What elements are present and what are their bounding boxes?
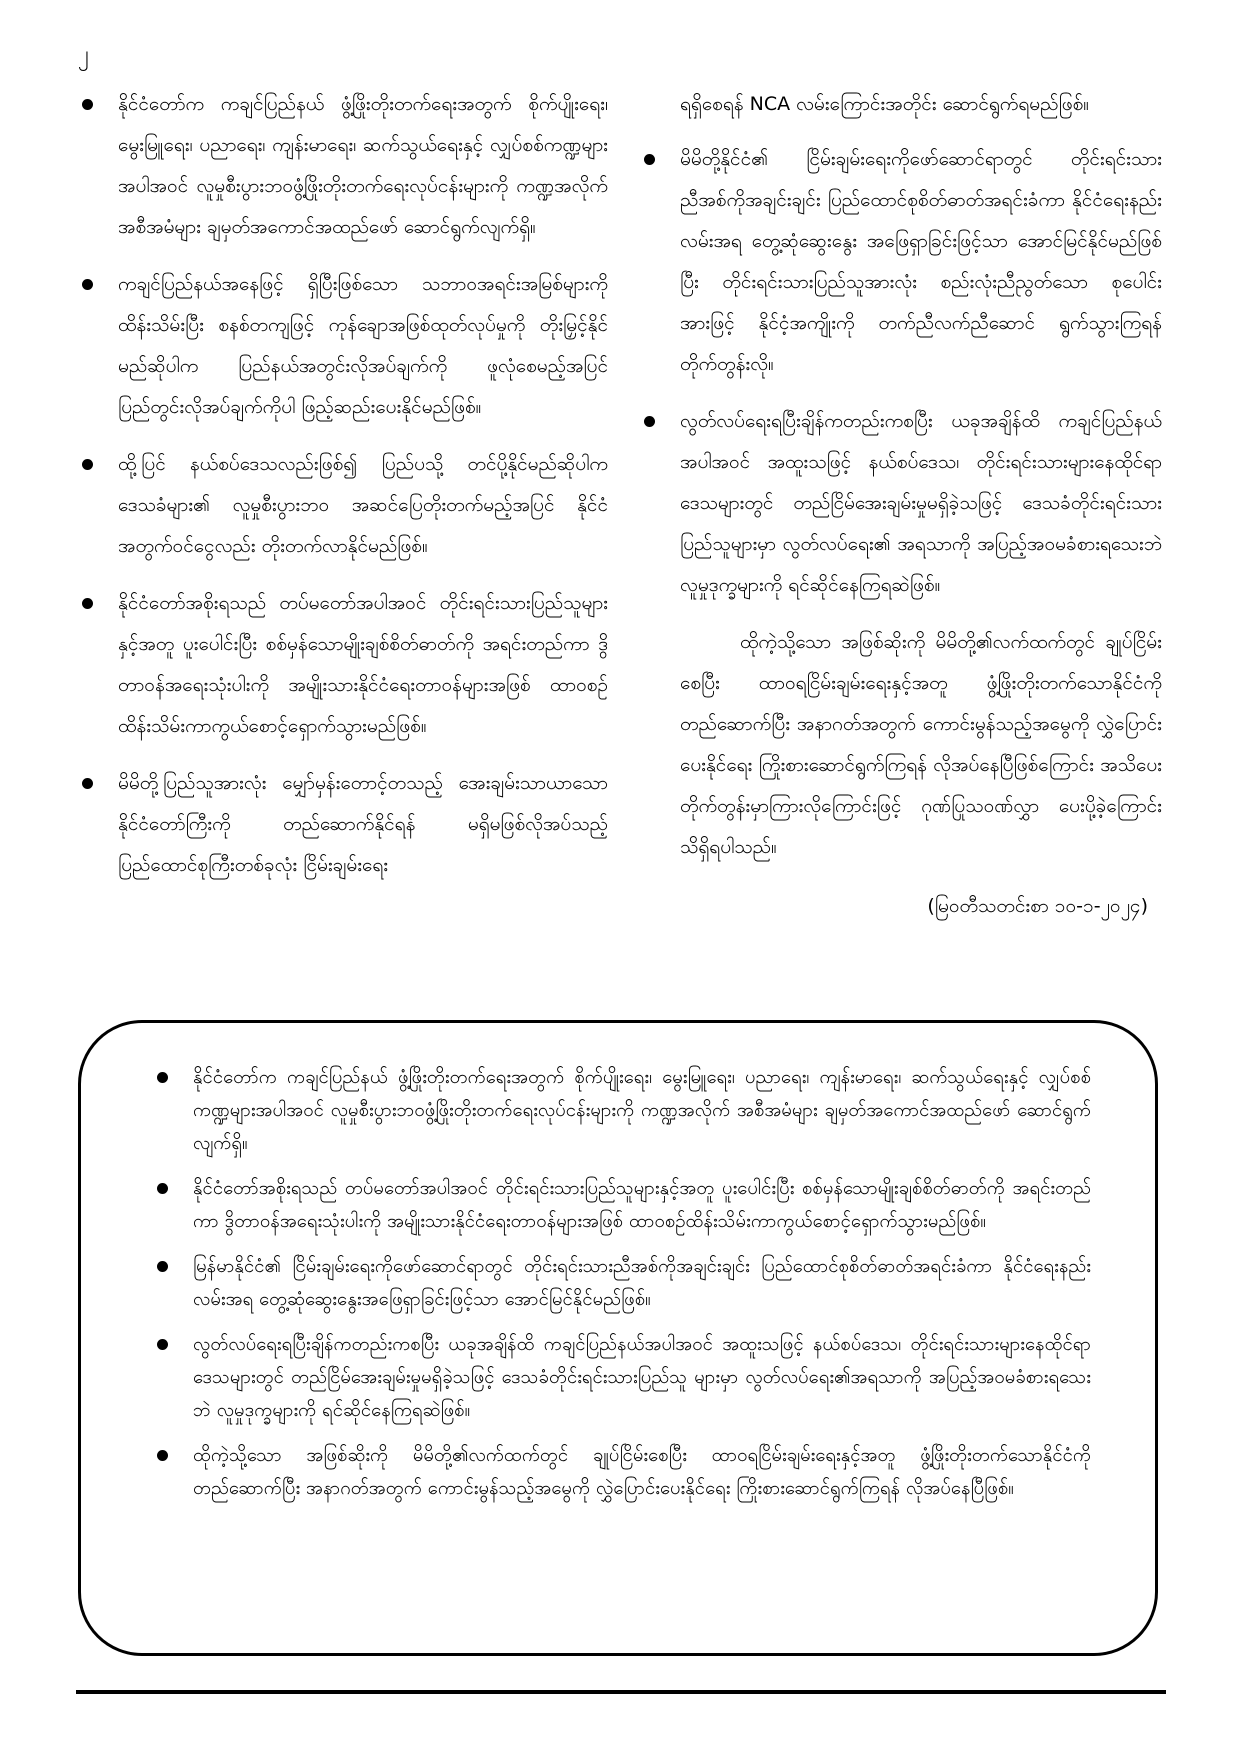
list-item — [78, 583, 608, 747]
continued-text: ရရှိစေရန် NCA လမ်းကြောင်းအတိုင်း ဆောင်ရွက်ရမည်ဖြစ်။ — [680, 93, 1090, 115]
bullet-icon — [82, 279, 93, 290]
list-item — [78, 763, 608, 886]
bullet-icon — [157, 1183, 168, 1194]
list-item-text: လွတ်လပ်ရေးရပြီးချိန်ကတည်းကစပြီး ယခုအချိန်ထိ ကချင်ပြည်နယ်အပါအဝင် အထူးသဖြင့် နယ်စပ်ဒေသ၊ တိုင်းရင်းသားများနေထိုင်ရာဒေသများတွင် တည်ငြိမ်အေးချမ်းမှုမရှိခဲ့သဖြင့် ဒေသခံတိုင်းရင်းသားပြည်သူများမှာ လွတ်လပ်ရေး၏ အရသာကို အပြည့်အဝမခံစားရသေးဘဲ လူမှုဒုက္ခများကို ရင်ဆိုင်နေကြရဆဲဖြစ်။ — [680, 410, 1162, 596]
list-item — [78, 264, 608, 428]
left-bullet-list — [78, 84, 608, 886]
summary-bullet-list — [153, 1061, 1091, 1505]
list-item-text: မိမိတို့ပြည်သူအားလုံး မျှော်မှန်းတောင့်တသည့် အေးချမ်းသာယာသော နိုင်ငံတော်ကြီးကို တည်ဆောက်နိုင်ရန် မရှိမဖြစ်လိုအပ်သည့် ပြည်ထောင်စုကြီးတစ်ခုလုံး ငြိမ်းချမ်းရေး — [118, 772, 608, 876]
list-item-text: နိုင်ငံတော်က ကချင်ပြည်နယ် ဖွံ့ဖြိုးတိုးတက်ရေးအတွက် စိုက်ပျိုးရေး၊ မွေးမြူရေး၊ ပညာရေး၊ ကျန်းမာရေး၊ ဆက်သွယ်ရေးနှင့် လျှပ်စစ်ကဏ္ဍများအပါအဝင် လူမှုစီးပွားဘဝဖွံ့ဖြိုးတိုးတက်ရေးလုပ်ငန်းများကို ကဏ္ဍအလိုက် အစီအမံများ ချမှတ်အကောင်အထည်ဖော် ဆောင်ရွက်လျက်ရှိ။ — [118, 93, 608, 238]
list-item-text: ထို့ပြင် နယ်စပ်ဒေသလည်းဖြစ်၍ ပြည်ပသို့ တင်ပို့နိုင်မည်ဆိုပါက ဒေသခံများ၏ လူမှုစီးပွားဘဝ အဆင်ပြေတိုးတက်မည့်အပြင် နိုင်ငံအတွက်ဝင်ငွေလည်း တိုးတက်လာနိုင်မည်ဖြစ်။ — [118, 453, 608, 557]
closing-paragraph: ထိုကဲ့သို့သော အဖြစ်ဆိုးကို မိမိတို့၏လက်ထက်တွင် ချုပ်ငြိမ်းစေပြီး ထာဝရငြိမ်းချမ်းရေးနှင့်အတူ ဖွံ့ဖြိုးတိုးတက်သောနိုင်ငံကို တည်ဆောက်ပြီး အနာဂတ်အတွက် ကောင်းမွန်သည့်အမွေကို လွှဲပြောင်းပေးနိုင်ရေး ကြိုးစားဆောင်ရွက်ကြရန် လိုအပ်နေပြီဖြစ်ကြောင်း အသိပေးတိုက်တွန်းမှာကြားလိုကြောင်းဖြင့် ဂုဏ်ပြုသဝဏ်လွှာ ပေးပို့ခဲ့ကြောင်း သိရှိရပါသည်။ — [680, 631, 1162, 858]
summary-item — [153, 1250, 1091, 1316]
bullet-icon — [82, 99, 93, 110]
list-item — [640, 139, 1162, 385]
bullet-icon — [644, 154, 655, 165]
list-item-text: ကချင်ပြည်နယ်အနေဖြင့် ရှိပြီးဖြစ်သော သဘာဝအရင်းအမြစ်များကို ထိန်းသိမ်းပြီး စနစ်တကျဖြင့် ကုန်ချောအဖြစ်ထုတ်လုပ်မှုကို တိုးမြှင့်နိုင်မည်ဆိုပါက ပြည်နယ်အတွင်းလိုအပ်ချက်ကို ဖူလုံစေမည့်အပြင် ပြည်တွင်းလိုအပ်ချက်ကိုပါ ဖြည့်ဆည်းပေးနိုင်မည်ဖြစ်။ — [118, 273, 608, 418]
summary-item-text: နိုင်ငံတော်အစိုးရသည် တပ်မတော်အပါအဝင် တိုင်းရင်းသားပြည်သူများနှင့်အတူ ပူးပေါင်းပြီး စစ်မှန်သောမျိုးချစ်စိတ်ဓာတ်ကို အရင်းတည်ကာ ဒွိတာဝန်အရေးသုံးပါးကို အမျိုးသားနိုင်ငံရေးတာဝန်များအဖြစ် ထာဝစဉ်ထိန်းသိမ်းကာကွယ်စောင့်ရှောက်သွားမည်ဖြစ်။ — [193, 1178, 1091, 1232]
bullet-icon — [82, 778, 93, 789]
summary-item — [153, 1328, 1091, 1427]
right-bullet-list — [640, 139, 1162, 606]
right-column — [640, 84, 1162, 927]
page-number: ၂ — [78, 42, 89, 67]
list-item-text: မိမိတို့နိုင်ငံ၏ ငြိမ်းချမ်းရေးကိုဖော်ဆောင်ရာတွင် တိုင်းရင်းသားညီအစ်ကိုအချင်းချင်း ပြည်ထောင်စုစိတ်ဓာတ်အရင်းခံကာ နိုင်ငံရေးနည်းလမ်းအရ တွေ့ဆုံဆွေးနွေး အဖြေရှာခြင်းဖြင့်သာ အောင်မြင်နိုင်မည်ဖြစ်ပြီး တိုင်းရင်းသားပြည်သူအားလုံး စည်းလုံးညီညွတ်သော စုပေါင်းအားဖြင့် နိုင်ငံ့အကျိုးကို တက်ညီလက်ညီဆောင် ရွက်သွားကြရန် တိုက်တွန်းလို။ — [680, 148, 1162, 375]
summary-box — [78, 1020, 1158, 1656]
summary-item-text: ထိုကဲ့သို့သော အဖြစ်ဆိုးကို မိမိတို့၏လက်ထက်တွင် ချုပ်ငြိမ်းစေပြီး ထာဝရငြိမ်းချမ်းရေးနှင့်အတူ ဖွံ့ဖြိုးတိုးတက်သောနိုင်ငံကို တည်ဆောက်ပြီး အနာဂတ်အတွက် ကောင်းမွန်သည့်အမွေကို လွှဲပြောင်းပေးနိုင်ရေး ကြိုးစားဆောင်ရွက်ကြရန် လိုအပ်နေပြီဖြစ်။ — [193, 1445, 1091, 1499]
list-item — [78, 84, 608, 248]
summary-item-text: လွတ်လပ်ရေးရပြီးချိန်ကတည်းကစပြီး ယခုအချိန်ထိ ကချင်ပြည်နယ်အပါအဝင် အထူးသဖြင့် နယ်စပ်ဒေသ၊ တိုင်းရင်းသားများနေထိုင်ရာဒေသများတွင် တည်ငြိမ်အေးချမ်းမှုမရှိခဲ့သဖြင့် ဒေသခံတိုင်းရင်းသားပြည်သူ များမှာ လွတ်လပ်ရေး၏အရသာကို အပြည့်အဝမခံစားရသေးဘဲ လူမှုဒုက္ခများကို ရင်ဆိုင်နေကြရဆဲဖြစ်။ — [193, 1334, 1091, 1421]
list-item — [640, 401, 1162, 606]
summary-item — [153, 1439, 1091, 1505]
bullet-icon — [157, 1261, 168, 1272]
list-item-text: နိုင်ငံတော်အစိုးရသည် တပ်မတော်အပါအဝင် တိုင်းရင်းသားပြည်သူများနှင့်အတူ ပူးပေါင်းပြီး စစ်မှန်သောမျိုးချစ်စိတ်ဓာတ်ကို အရင်းတည်ကာ ဒွိတာဝန်အရေးသုံးပါးကို အမျိုးသားနိုင်ငံရေးတာဝန်များအဖြစ် ထာဝစဉ်ထိန်းသိမ်းကာကွယ်စောင့်ရှောက်သွားမည်ဖြစ်။ — [118, 592, 608, 737]
left-column — [78, 84, 608, 902]
summary-item-text: နိုင်ငံတော်က ကချင်ပြည်နယ် ဖွံ့ဖြိုးတိုးတက်ရေးအတွက် စိုက်ပျိုးရေး၊ မွေးမြူရေး၊ ပညာရေး၊ ကျန်းမာရေး၊ ဆက်သွယ်ရေးနှင့် လျှပ်စစ်ကဏ္ဍများအပါအဝင် လူမှုစီးပွားဘဝဖွံ့ဖြိုးတိုးတက်ရေးလုပ်ငန်းများကို ကဏ္ဍအလိုက် အစီအမံများ ချမှတ်အကောင်အထည်ဖော် ဆောင်ရွက်လျက်ရှိ။ — [193, 1067, 1091, 1154]
summary-item — [153, 1172, 1091, 1238]
summary-item — [153, 1061, 1091, 1160]
bullet-icon — [82, 459, 93, 470]
bullet-icon — [82, 598, 93, 609]
bullet-icon — [644, 416, 655, 427]
list-item — [78, 444, 608, 567]
bullet-icon — [157, 1339, 168, 1350]
bottom-divider — [76, 1690, 1166, 1694]
bullet-icon — [157, 1450, 168, 1461]
bullet-icon — [157, 1072, 168, 1083]
summary-item-text: မြန်မာနိုင်ငံ၏ ငြိမ်းချမ်းရေးကိုဖော်ဆောင်ရာတွင် တိုင်းရင်းသားညီအစ်ကိုအချင်းချင်း ပြည်ထောင်စုစိတ်ဓာတ်အရင်းခံကာ နိုင်ငံရေးနည်းလမ်းအရ တွေ့ဆုံဆွေးနွေးအဖြေရှာခြင်းဖြင့်သာ အောင်မြင်နိုင်မည်ဖြစ်။ — [193, 1256, 1091, 1310]
source-citation: (မြဝတီသတင်းစာ ၁၀-၁-၂၀၂၄) — [927, 895, 1148, 917]
